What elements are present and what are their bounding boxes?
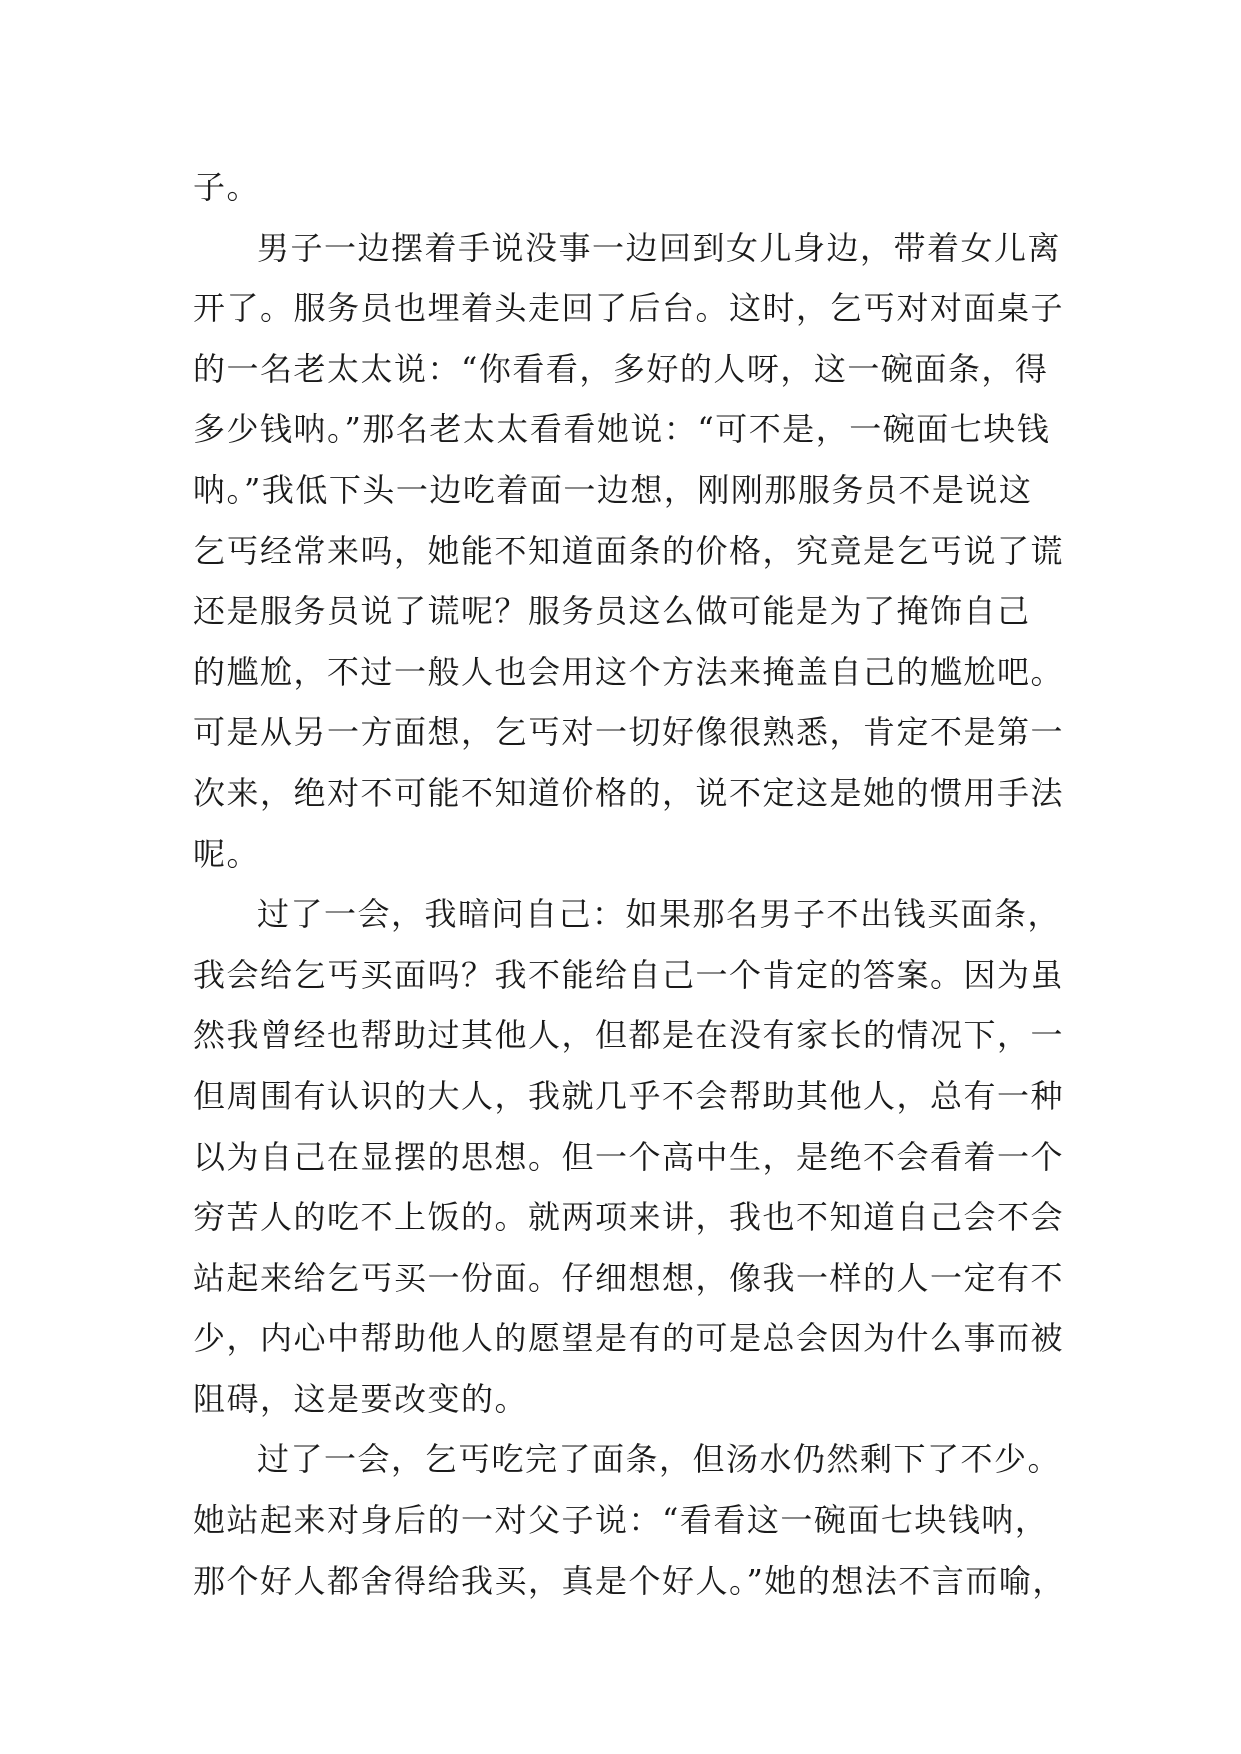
- text-line: 可是从另一方面想，乞丐对一切好像很熟悉，肯定不是第一: [193, 713, 1065, 752]
- text-line: 那个好人都舍得给我买，真是个好人。”她的想法不言而喻，: [193, 1561, 1066, 1600]
- text-line: 的尴尬，不过一般人也会用这个方法来掩盖自己的尴尬吧。: [193, 652, 1065, 691]
- text-line: 过了一会，乞丐吃完了面条，但汤水仍然剩下了不少。: [257, 1440, 1062, 1479]
- text-line: 还是服务员说了谎呢？服务员这么做可能是为了掩饰自己: [193, 592, 1031, 631]
- text-line: 我会给乞丐买面吗？我不能给自己一个肯定的答案。因为虽: [193, 955, 1065, 994]
- text-line: 乞丐经常来吗，她能不知道面条的价格，究竟是乞丐说了谎: [193, 531, 1065, 570]
- text-line: 少，内心中帮助他人的愿望是有的可是总会因为什么事而被: [193, 1319, 1065, 1358]
- text-line: 多少钱呐。”那名老太太看看她说：“可不是，一碗面七块钱: [193, 410, 1051, 449]
- text-line: 开了。服务员也埋着头走回了后台。这时，乞丐对对面桌子: [193, 289, 1065, 328]
- text-line: 呢。: [193, 834, 261, 873]
- text-line: 过了一会，我暗问自己：如果那名男子不出钱买面条，: [257, 895, 1062, 934]
- text-line: 穷苦人的吃不上饭的。就两项来讲，我也不知道自己会不会: [193, 1198, 1065, 1237]
- text-line: 以为自己在显摆的思想。但一个高中生，是绝不会看着一个: [193, 1137, 1065, 1176]
- text-line: 男子一边摆着手说没事一边回到女儿身边，带着女儿离: [257, 228, 1062, 267]
- text-line: 呐。”我低下头一边吃着面一边想，刚刚那服务员不是说这: [193, 470, 1033, 509]
- text-line: 子。: [193, 168, 261, 206]
- text-line: 站起来给乞丐买一份面。仔细想想，像我一样的人一定有不: [193, 1258, 1065, 1297]
- text-line: 阻碍，这是要改变的。: [193, 1379, 529, 1418]
- text-line: 次来，绝对不可能不知道价格的，说不定这是她的惯用手法: [193, 773, 1065, 812]
- text-line: 但周围有认识的大人，我就几乎不会帮助其他人，总有一种: [193, 1076, 1065, 1115]
- text-line: 然我曾经也帮助过其他人，但都是在没有家长的情况下，一: [193, 1016, 1065, 1055]
- body-text: [193, 157, 1069, 1611]
- text-line: 她站起来对身后的一对父子说：“看看这一碗面七块钱呐，: [193, 1501, 1049, 1540]
- text-line: 的一名老太太说：“你看看，多好的人呀，这一碗面条，得: [193, 349, 1049, 388]
